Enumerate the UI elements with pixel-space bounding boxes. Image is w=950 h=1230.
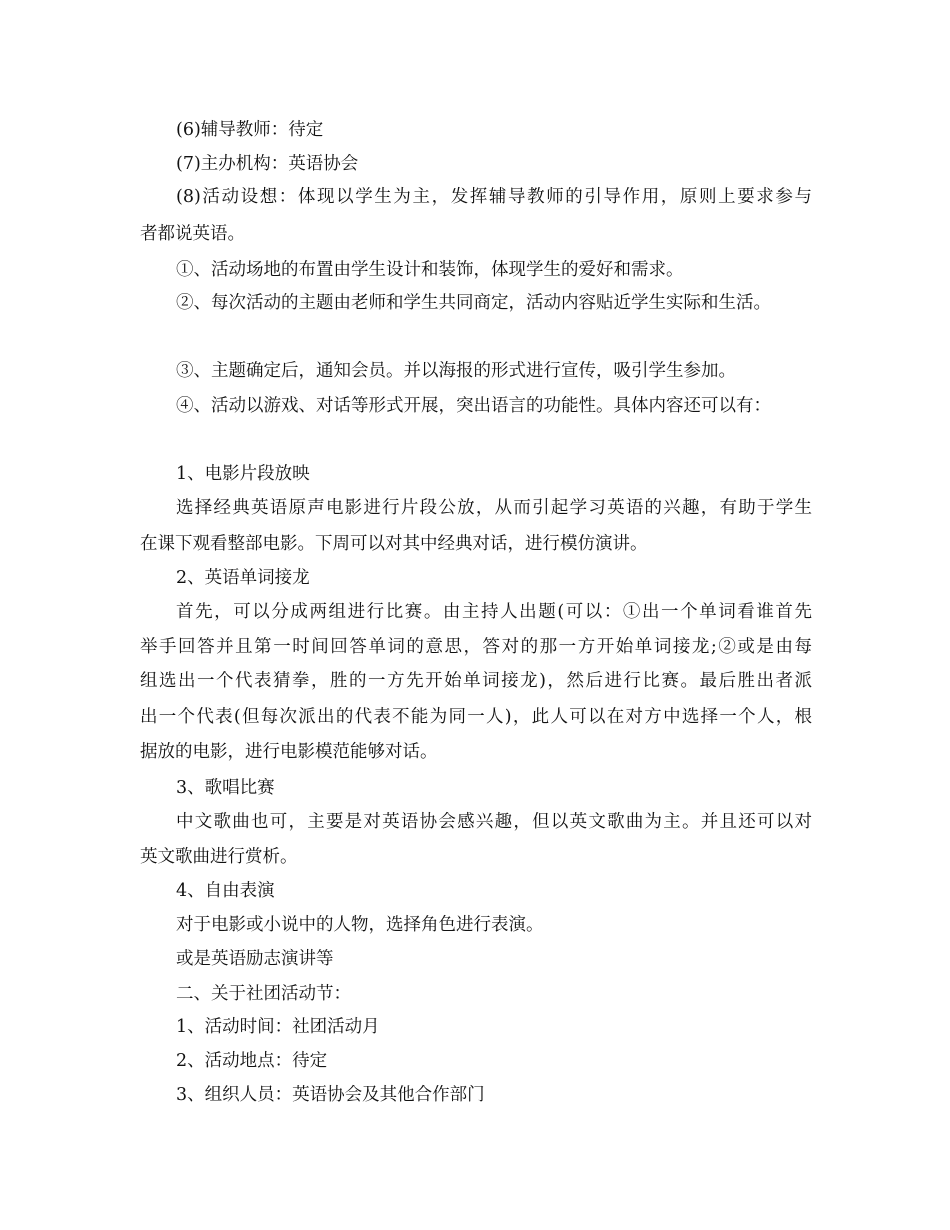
text-line: (7)主办机构：英语协会 bbox=[176, 154, 359, 174]
text-line: 举手回答并且第一时间回答单词的意思，答对的那一方开始单词接龙;②或是由每 bbox=[140, 637, 812, 657]
heading-item: 3、歌唱比赛 bbox=[176, 778, 275, 798]
text-line: (6)辅导教师：待定 bbox=[176, 120, 324, 140]
heading-item: 4、自由表演 bbox=[176, 881, 275, 901]
text-line: 出一个代表(但每次派出的代表不能为同一人)，此人可以在对方中选择一个人，根 bbox=[140, 707, 812, 727]
text-line: 者都说英语。 bbox=[140, 224, 245, 244]
text-line: 对于电影或小说中的人物，选择角色进行表演。 bbox=[176, 915, 544, 935]
text-line: 3、组织人员：英语协会及其他合作部门 bbox=[176, 1085, 485, 1105]
text-line: 英文歌曲进行赏析。 bbox=[140, 847, 298, 867]
text-line: 据放的电影，进行电影模范能够对话。 bbox=[140, 742, 438, 762]
text-line: 或是英语励志演讲等 bbox=[176, 949, 334, 969]
text-line: 首先，可以分成两组进行比赛。由主持人出题(可以：①出一个单词看谁首先 bbox=[176, 602, 812, 622]
text-line: (8)活动设想：体现以学生为主，发挥辅导教师的引导作用，原则上要求参与 bbox=[176, 187, 812, 207]
text-line: 1、活动时间：社团活动月 bbox=[176, 1017, 380, 1037]
text-line: 组选出一个代表猜拳，胜的一方先开始单词接龙)，然后进行比赛。最后胜出者派 bbox=[140, 671, 812, 691]
text-line: 选择经典英语原声电影进行片段公放，从而引起学习英语的兴趣，有助于学生 bbox=[176, 498, 812, 518]
text-line: ③、主题确定后，通知会员。并以海报的形式进行宣传，吸引学生参加。 bbox=[176, 361, 736, 381]
text-line: ④、活动以游戏、对话等形式开展，突出语言的功能性。具体内容还可以有： bbox=[176, 396, 771, 416]
heading-item: 1、电影片段放映 bbox=[176, 464, 310, 484]
text-line: ②、每次活动的主题由老师和学生共同商定，活动内容贴近学生实际和生活。 bbox=[176, 293, 771, 313]
text-line: 中文歌曲也可，主要是对英语协会感兴趣，但以英文歌曲为主。并且还可以对 bbox=[176, 812, 812, 832]
heading-item: 2、英语单词接龙 bbox=[176, 568, 310, 588]
text-line: 2、活动地点：待定 bbox=[176, 1051, 328, 1071]
text-line: ①、活动场地的布置由学生设计和装饰，体现学生的爱好和需求。 bbox=[176, 260, 684, 280]
section-heading: 二、关于社团活动节： bbox=[176, 984, 351, 1004]
text-line: 在课下观看整部电影。下周可以对其中经典对话，进行模仿演讲。 bbox=[140, 534, 648, 554]
